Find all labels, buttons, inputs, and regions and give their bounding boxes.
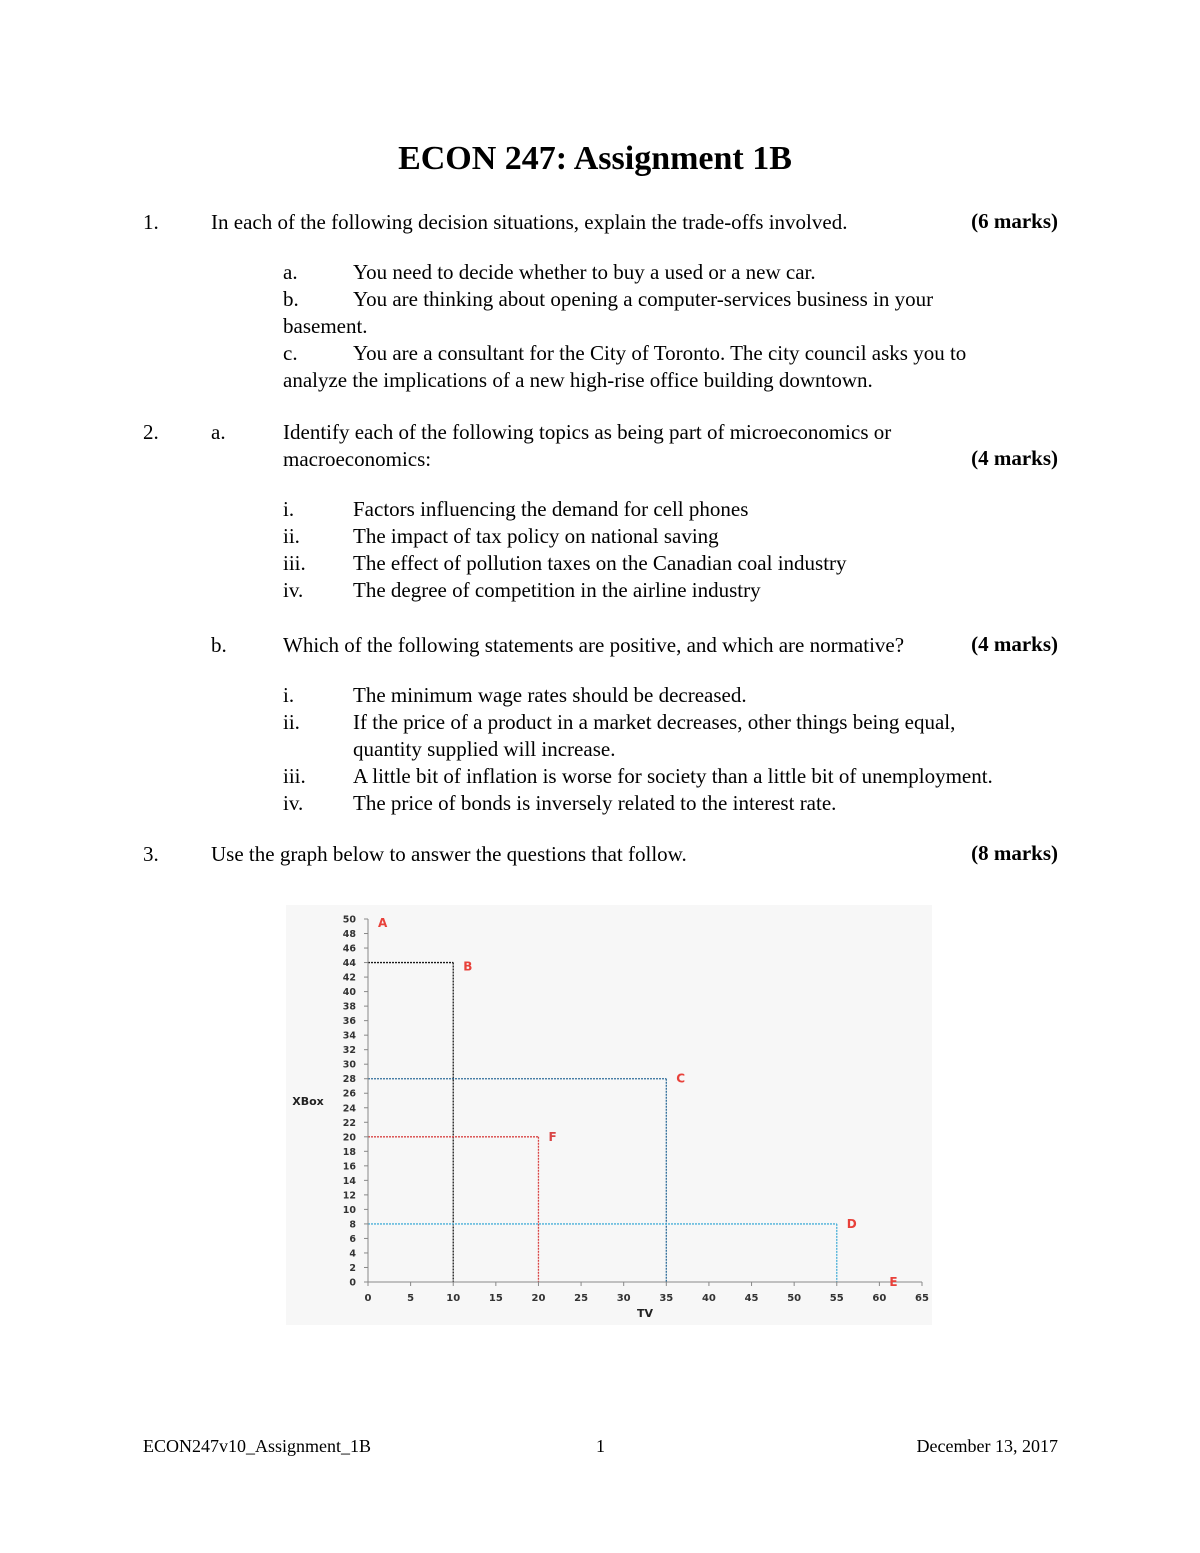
point-label-e: E (889, 1275, 898, 1289)
q2b-item-text: The minimum wage rates should be decreased. (353, 683, 747, 707)
q2b-marks: (4 marks) (971, 632, 1058, 656)
q2a-item-label: i. (283, 497, 295, 521)
x-tick-label: 45 (744, 1293, 759, 1304)
y-tick-label: 6 (349, 1233, 356, 1245)
q2a-item-text: The effect of pollution taxes on the Canadian coal industry (353, 551, 847, 575)
x-tick-label: 65 (915, 1293, 929, 1304)
q2a-item-label: ii. (283, 524, 300, 548)
point-label-f: F (548, 1129, 557, 1144)
q2b-item-text: A little bit of inflation is worse for society than a little bit of unemployment. (353, 764, 993, 788)
q2a-item-label: iii. (283, 551, 306, 575)
y-tick-label: 46 (342, 943, 356, 955)
y-tick-label: 48 (342, 929, 356, 941)
x-tick-label: 35 (659, 1293, 674, 1304)
q2b-label: b. (211, 633, 227, 657)
q2a-text: Identify each of the following topics as being part of microeconomics or (283, 420, 892, 444)
footer-date: December 13, 2017 (916, 1436, 1058, 1456)
y-tick-label: 16 (342, 1161, 356, 1173)
page-title: ECON 247: Assignment 1B (398, 140, 792, 177)
y-tick-label: 14 (342, 1175, 356, 1187)
y-tick-label: 4 (349, 1248, 356, 1260)
q2a-item-label: iv. (283, 578, 304, 602)
q1-item-text-cont: basement. (283, 314, 368, 338)
q1-text: In each of the following decision situations, explain the trade-offs involved. (211, 210, 848, 234)
q1-marks: (6 marks) (971, 209, 1058, 233)
y-tick-label: 28 (342, 1074, 356, 1086)
x-tick-label: 40 (701, 1293, 716, 1304)
x-axis-label: TV (636, 1307, 654, 1320)
footer-doc-id: ECON247v10_Assignment_1B (143, 1436, 372, 1456)
q2a-label: a. (211, 420, 226, 444)
q1-item-label: b. (283, 287, 299, 311)
q2b-text: Which of the following statements are positive, and which are normative? (283, 633, 905, 657)
y-tick-label: 22 (342, 1117, 356, 1129)
x-tick-label: 25 (574, 1293, 589, 1304)
y-tick-label: 0 (349, 1277, 356, 1289)
footer-page-number: 1 (596, 1436, 605, 1456)
q3-text: Use the graph below to answer the questions that follow. (211, 842, 687, 866)
q2b-item-text: If the price of a product in a market decreases, other things being equal, (353, 710, 956, 734)
q1-item-text: You are thinking about opening a computer-services business in your (353, 287, 934, 311)
x-tick-label: 30 (616, 1293, 631, 1304)
y-tick-label: 18 (342, 1146, 356, 1158)
y-tick-label: 40 (342, 987, 356, 999)
q2b-item-label: ii. (283, 710, 300, 734)
q1-item-label: c. (283, 341, 298, 365)
q1-item-text: You are a consultant for the City of Toronto. The city council asks you to (353, 341, 967, 365)
y-tick-label: 24 (342, 1103, 356, 1115)
y-tick-label: 26 (342, 1088, 356, 1100)
point-label-d: D (846, 1216, 857, 1231)
q2b-item-label: iv. (283, 791, 304, 815)
y-tick-label: 8 (349, 1219, 356, 1231)
q1-item-text-cont: analyze the implications of a new high-rise office building downtown. (283, 368, 873, 392)
y-tick-label: 2 (349, 1262, 356, 1274)
x-tick-label: 60 (872, 1293, 887, 1304)
q1-item-text: You need to decide whether to buy a used or a new car. (353, 260, 816, 284)
q2b-item-label: i. (283, 683, 295, 707)
q2a-marks: (4 marks) (971, 446, 1058, 470)
y-tick-label: 50 (342, 914, 356, 926)
q2b-item-text-cont: quantity supplied will increase. (353, 737, 616, 761)
q2b-item-text: The price of bonds is inversely related to the interest rate. (353, 791, 837, 815)
q2-number: 2. (143, 420, 159, 444)
x-tick-label: 10 (446, 1293, 461, 1304)
y-tick-label: 10 (342, 1204, 356, 1216)
x-tick-label: 0 (364, 1293, 372, 1304)
y-tick-label: 12 (342, 1190, 356, 1202)
chart-background (286, 905, 932, 1325)
y-tick-label: 38 (342, 1001, 356, 1013)
x-tick-label: 5 (407, 1293, 415, 1304)
x-tick-label: 55 (829, 1293, 844, 1304)
q1-number: 1. (143, 210, 159, 234)
point-label-b: B (463, 959, 473, 974)
y-tick-label: 34 (342, 1030, 356, 1042)
point-label-a: A (378, 916, 388, 930)
y-tick-label: 42 (342, 972, 356, 984)
y-axis-label: XBox (292, 1095, 324, 1108)
y-tick-label: 20 (342, 1132, 356, 1144)
q2a-item-text: Factors influencing the demand for cell phones (353, 497, 749, 521)
ppf-chart (286, 905, 932, 1325)
q1-item-label: a. (283, 260, 298, 284)
q2a-item-text: The degree of competition in the airline industry (353, 578, 761, 602)
x-tick-label: 50 (787, 1293, 802, 1304)
point-label-c: C (676, 1071, 686, 1086)
q3-number: 3. (143, 842, 159, 866)
x-tick-label: 20 (531, 1293, 546, 1304)
y-tick-label: 30 (342, 1059, 356, 1071)
q2b-item-label: iii. (283, 764, 306, 788)
x-tick-label: 15 (488, 1293, 503, 1304)
y-tick-label: 36 (342, 1016, 356, 1028)
q2a-text-cont: macroeconomics: (283, 447, 432, 471)
y-tick-label: 32 (342, 1045, 356, 1057)
q2a-item-text: The impact of tax policy on national saving (353, 524, 719, 548)
q3-marks: (8 marks) (971, 841, 1058, 865)
y-tick-label: 44 (342, 958, 356, 970)
